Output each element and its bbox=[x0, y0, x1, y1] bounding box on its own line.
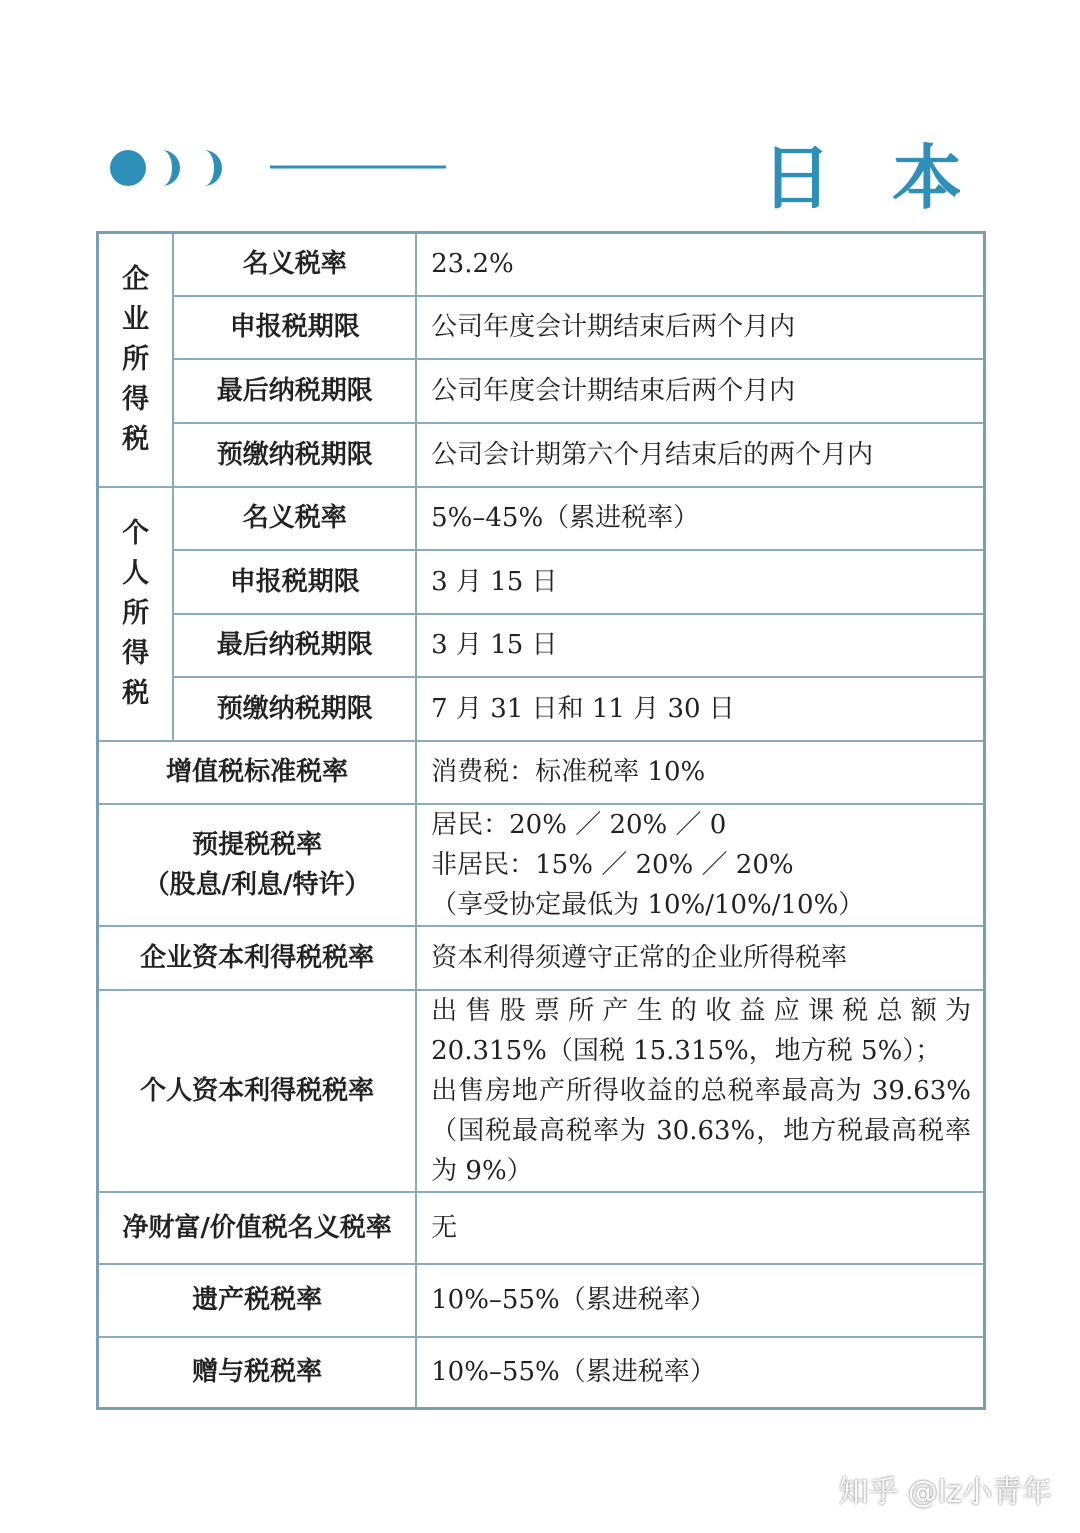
row-value: 5%–45%（累进税率） bbox=[416, 487, 984, 550]
row-value: 居民：20% ／ 20% ／ 0 非居民：15% ／ 20% ／ 20% （享受协定最低为 10%/10%/10%） bbox=[416, 804, 984, 926]
row-value: 3 月 15 日 bbox=[416, 550, 984, 614]
table-row bbox=[98, 1264, 985, 1337]
table-row bbox=[98, 550, 985, 614]
table-row bbox=[98, 926, 985, 990]
table-row bbox=[98, 741, 985, 804]
row-label: 预缴纳税期限 bbox=[173, 423, 416, 487]
page-title: 日 本 bbox=[761, 137, 980, 219]
table-row bbox=[98, 487, 985, 550]
table-row bbox=[98, 990, 985, 1192]
row-label: 增值税标准税率 bbox=[98, 741, 417, 804]
table-row bbox=[98, 233, 985, 296]
table-row bbox=[98, 1337, 985, 1409]
category-personal-income-tax: 个 人 所 得 税 bbox=[98, 487, 174, 741]
row-value: 无 bbox=[416, 1192, 984, 1264]
row-label: 名义税率 bbox=[173, 233, 416, 296]
row-value: 公司年度会计期结束后两个月内 bbox=[416, 359, 984, 423]
category-corporate-income-tax: 企 业 所 得 税 bbox=[98, 233, 174, 487]
row-value: 10%–55%（累进税率） bbox=[416, 1337, 984, 1409]
row-label: 申报税期限 bbox=[173, 296, 416, 359]
row-value: 公司年度会计期结束后两个月内 bbox=[416, 296, 984, 359]
row-value: 消费税：标准税率 10% bbox=[416, 741, 984, 804]
row-label: 遗产税税率 bbox=[98, 1264, 417, 1337]
row-label: 最后纳税期限 bbox=[173, 614, 416, 677]
row-label: 赠与税税率 bbox=[98, 1337, 417, 1409]
table-row bbox=[98, 614, 985, 677]
row-value: 10%–55%（累进税率） bbox=[416, 1264, 984, 1337]
table-row bbox=[98, 296, 985, 359]
row-label: 最后纳税期限 bbox=[173, 359, 416, 423]
table-row bbox=[98, 677, 985, 741]
row-label: 申报税期限 bbox=[173, 550, 416, 614]
full-circle-icon bbox=[110, 150, 146, 186]
table-row bbox=[98, 804, 985, 926]
row-value: 23.2% bbox=[416, 233, 984, 296]
table-row bbox=[98, 1192, 985, 1264]
row-label: 企业资本利得税税率 bbox=[98, 926, 417, 990]
tax-table bbox=[96, 231, 986, 1410]
row-value: 3 月 15 日 bbox=[416, 614, 984, 677]
row-value: 资本利得须遵守正常的企业所得税率 bbox=[416, 926, 984, 990]
row-label: 净财富/价值税名义税率 bbox=[98, 1192, 417, 1264]
header-decoration bbox=[110, 150, 450, 190]
table-row bbox=[98, 359, 985, 423]
row-label: 个人资本利得税税率 bbox=[98, 990, 417, 1192]
row-label: 名义税率 bbox=[173, 487, 416, 550]
row-label: 预提税税率 （股息/利息/特许） bbox=[98, 804, 417, 926]
table-row bbox=[98, 423, 985, 487]
row-value: 出售股票所产生的收益应课税总额为 20.315%（国税 15.315%，地方税 5%）； 出售房地产所得收益的总税率最高为 39.63% （国税最高税率为 30.63%，地方税最高税率 为 9%） bbox=[416, 990, 984, 1192]
row-label: 预缴纳税期限 bbox=[173, 677, 416, 741]
watermark: 知乎 @lz小青年 bbox=[838, 1475, 1052, 1510]
row-value: 公司会计期第六个月结束后的两个月内 bbox=[416, 423, 984, 487]
row-value: 7 月 31 日和 11 月 30 日 bbox=[416, 677, 984, 741]
